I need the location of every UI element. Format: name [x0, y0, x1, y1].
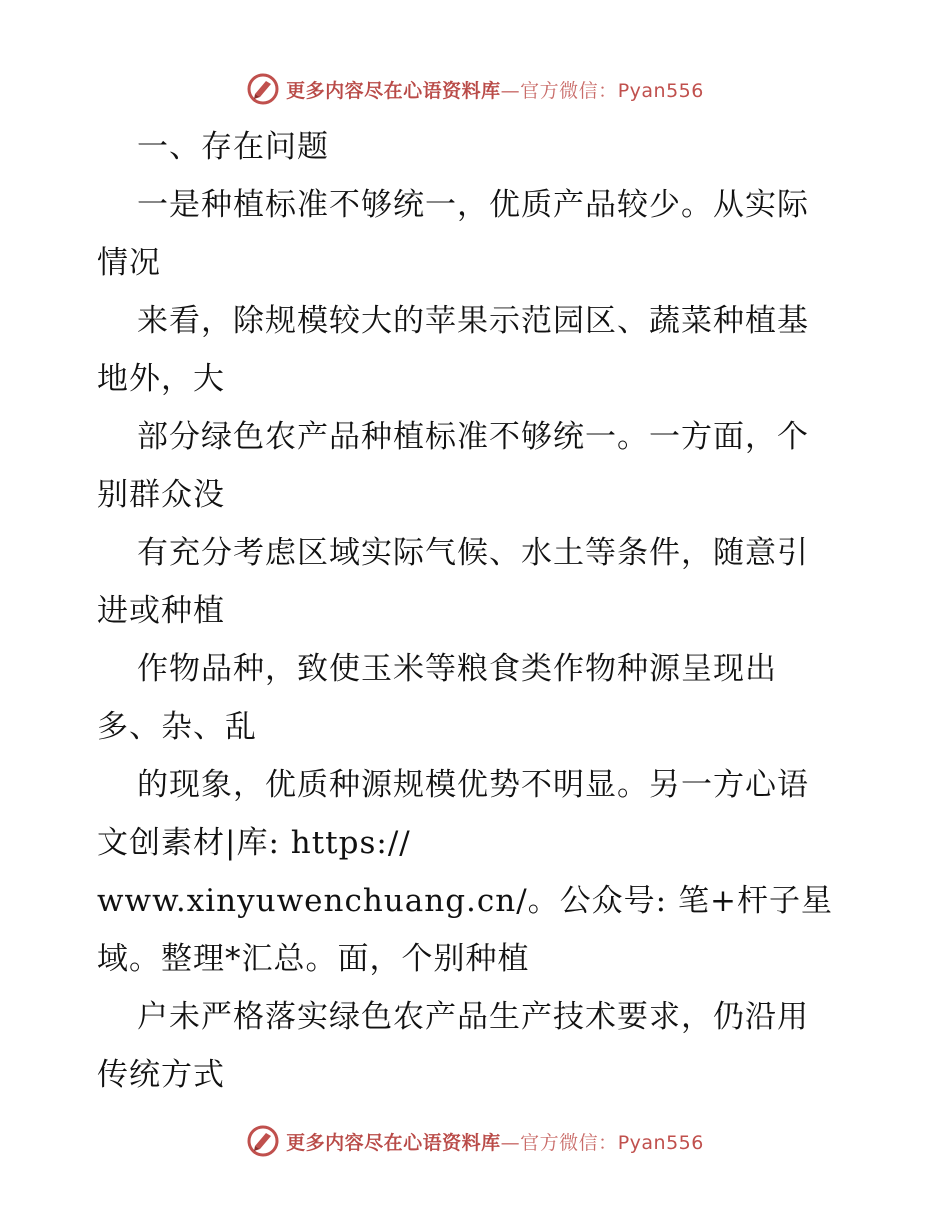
paragraph-line: 文创素材|库: https:// [97, 825, 411, 861]
footer-wechat-label: 官方微信： [520, 1131, 618, 1154]
footer-banner [0, 1124, 950, 1158]
paragraph-line: 作物品种，致使玉米等粮食类作物种源呈现出 [137, 651, 777, 687]
footer-brand: 更多内容尽在心语资料库 [286, 1131, 501, 1154]
logo-icon [246, 1124, 280, 1158]
logo-icon [246, 72, 280, 106]
paragraph-line: 情况 [97, 245, 161, 281]
header-brand: 更多内容尽在心语资料库 [286, 79, 501, 102]
paragraph-line: 来看，除规模较大的苹果示范园区、蔬菜种植基 [137, 303, 809, 339]
paragraph-line: 传统方式 [97, 1057, 225, 1093]
paragraph-line: 别群众没 [97, 477, 225, 513]
footer-text [286, 1128, 704, 1155]
document-body [97, 118, 857, 1104]
paragraph-line: 地外，大 [97, 361, 225, 397]
header-text [286, 76, 704, 103]
paragraph-line: 部分绿色农产品种植标准不够统一。一方面，个 [137, 419, 809, 455]
paragraph-line: 有充分考虑区域实际气候、水土等条件，随意引 [137, 535, 809, 571]
paragraph-line: 的现象，优质种源规模优势不明显。另一方心语 [137, 767, 809, 803]
paragraph-line: 域。整理*汇总。面，个别种植 [97, 941, 530, 977]
header-dash: — [500, 79, 521, 102]
paragraph-line: 一是种植标准不够统一，优质产品较少。从实际 [137, 187, 809, 223]
paragraph-line: 进或种植 [97, 593, 225, 629]
paragraph-line: 多、杂、乱 [97, 709, 257, 745]
footer-dash: — [500, 1131, 521, 1154]
footer-wechat-id: Pyan556 [617, 1131, 704, 1154]
header-wechat-id: Pyan556 [617, 79, 704, 102]
paragraph-line: www.xinyuwenchuang.cn/。公众号: 笔+杆子星 [97, 883, 833, 919]
header-wechat-label: 官方微信： [520, 79, 618, 102]
section-heading: 一、存在问题 [137, 129, 329, 165]
header-banner [0, 72, 950, 106]
paragraph-line: 户未严格落实绿色农产品生产技术要求，仍沿用 [137, 999, 809, 1035]
